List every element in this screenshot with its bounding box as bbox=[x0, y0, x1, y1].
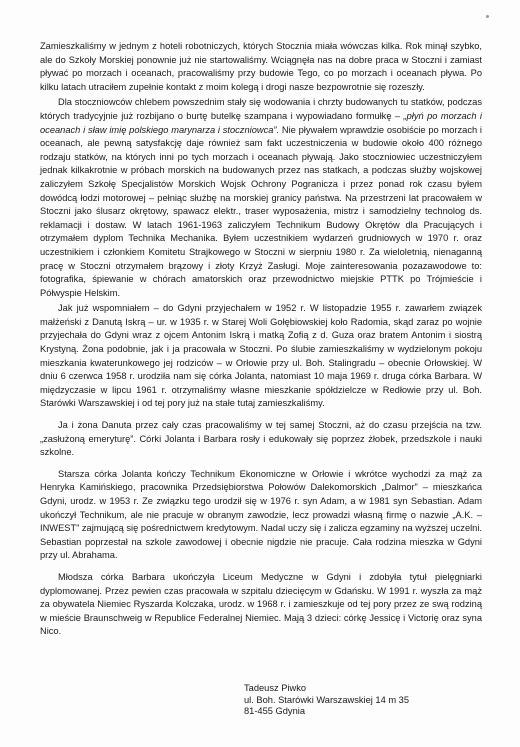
paragraph-5 bbox=[40, 468, 482, 563]
paragraph-text: Ja i żona Danuta przez cały czas pracowaliśmy w tej samej Stoczni, aż do czasu przejścia na tzw. „zasłużoną emeryturę”. Córki Jolanta i Barbara rosły i edukowały się poprzez żłobek, przedszkole i nauki szkolne. bbox=[40, 420, 482, 458]
paragraph-1 bbox=[40, 40, 482, 94]
document-body bbox=[40, 40, 482, 639]
paragraph-2 bbox=[40, 96, 482, 300]
paragraph-text: Starsza córka Jolanta kończy Technikum Ekonomiczne w Orłowie i wkrótce wychodzi za mąż za Henryka Kamińskiego, pracownika Przedsiębiorstwa Połowów Dalekomorskich „Dalmor” – mieszkańca Gdyni, urodz. w 1953 r. Ze związku tego urodził się w 1976 r. syn Adam, a w 1981 syn Sebastian. Adam ukończył Technikum, ale nie pracuje w obranym zawodzie, lecz prowadzi własną firmę o nazwie „A.K. – INWEST” zajmującą się pośrednictwem kredytowym. Nadal uczy się i zalicza egzaminy na wyższej uczelni. Sebastian poprzestał na szkole zawodowej i obecnie nigdzie nie pracuje. Cała rodzina mieszka w Gdyni przy ul. Abrahama. bbox=[40, 468, 482, 561]
signature-city: 81-455 Gdynia bbox=[244, 706, 305, 716]
paragraph-text: Zamieszkaliśmy w jednym z hoteli robotniczych, których Stocznia miała wówczas kilka. Rok minął szybko, ale do Szkoły Morskiej ponownie już nie startowaliśmy. Wciągnęła nas na dobre praca w Stoczni i zamiast pływać po morzach i oceanach, pracowaliśmy przy budowie Tego, co po morzach i oceanach pływa. Po kilku latach utraciłem zupełnie kontakt z moim kolegą i drogi nasze bezpowrotnie się rozeszły. bbox=[40, 41, 482, 92]
paragraph-6 bbox=[40, 571, 482, 639]
paragraph-4 bbox=[40, 419, 482, 460]
paragraph-text: Młodsza córka Barbara ukończyła Liceum Medyczne w Gdyni i zdobyła tytuł pielęgniarki dyplomowanej. Przez pewien czas pracowała w szpitalu dziecięcym w Gdańsku. W 1991 r. wyszła za mąż za obywatela Niemiec Ryszarda Kolczaka, urodz. w 1968 r. i zamieszkuje od tej pory przez ze swą rodziną w mieście Braunschweig w Republice Federalnej Niemiec. Mają 3 dzieci: córkę Jessicę i Victorię oraz syna Nico. bbox=[40, 571, 482, 637]
paragraph-text: Jak już wspomniałem – do Gdyni przyjechałem w 1952 r. W listopadzie 1955 r. zawarłem związek małżeński z Danutą Iskrą – ur. w 1935 r. w Starej Woli Gołębiowskiej koło Radomia, skąd zaraz po wojnie przyjechała do Gdyni wraz z ojcem Antonim Iskrą i matką Zofią z d. Guza oraz bratem Antonim i siostrą Krystyną. Żona podobnie, jak i ja pracowała w Stoczni. Po ślubie zamieszkaliśmy w wydzielonym pokoju mieszkania kwaterunkowego jej rodziców – w Orłowie przy ul. Boh. Stalingradu – obecnie Orłowskiej. W dniu 6 czerwca 1958 r. urodziła nam się córka Jolanta, natomiast 10 maja 1969 r. druga córka Barbara. W międzyczasie w lipcu 1961 r. otrzymaliśmy własne mieszkanie spółdzielcze w Redłowie przy ul. Boh. Starówki Warszawskiej i od tej pory już na stałe tutaj zamieszkaliśmy. bbox=[40, 303, 482, 409]
paragraph-text: Dla stoczniowców chlebem powszednim stały się wodowania i chrzty budowanych tu statków, podczas których tradycyjnie już rozbijano o burtę butelkę szampana i wypowiadano formułkę – bbox=[40, 97, 482, 121]
paragraph-3 bbox=[40, 302, 482, 411]
italic-quote: „płyń po morzach i oceanach i sław imię polskiego marynarza i stoczniowca”. bbox=[40, 110, 482, 135]
signature-street: ul. Boh. Starówki Warszawskiej 14 m 35 bbox=[244, 694, 409, 705]
scan-speck bbox=[486, 15, 489, 18]
signature-name: Tadeusz Piwko bbox=[244, 683, 307, 693]
signature-block bbox=[244, 683, 409, 718]
paragraph-text: Nie pływałem wprawdzie osobiście po morzach i oceanach, ale pewną satysfakcję daje również sam fakt uczestniczenia w budowie około 400 różnego rodzaju statków, na których inni po tych morzach i oceanach pływają. Jako stoczniowiec uczestniczyłem jednak kilkakrotnie w próbach morskich na budowanych przez nas statkach, a podczas służby wojskowej zaliczyłem Szkołę Specjalistów Morskich Wojsk Ochrony Pogranicza i przez ponad rok czasu byłem dowódcą łodzi motorowej – pełniąc służbę na morskiej granicy państwa. Na przestrzeni lat pracowałem w Stoczni jako ślusarz okrętowy, spawacz elektr., traser wyposażenia, mistrz i samodzielny technolog ds. reklamacji i dostaw. W latach 1961-1963 zaliczyłem Technikum Budowy Okrętów dla Pracujących i otrzymałem dyplom Technika Mechanika. Byłem uczestnikiem wydarzeń grudniowych w 1970 r. oraz uczestnikiem i członkiem Komitetu Strajkowego w Stoczni w sierpniu 1980 r. Za wieloletnią, nienaganną pracę w Stoczni otrzymałem brązowy i złoty Krzyż Zasługi. Moje zainteresowania pozazawodowe to: fotografika, śpiewanie w chórach amatorskich oraz przewodnictwo miejskie PTTK po Trójmieście i Półwyspie Helskim. bbox=[40, 124, 482, 298]
